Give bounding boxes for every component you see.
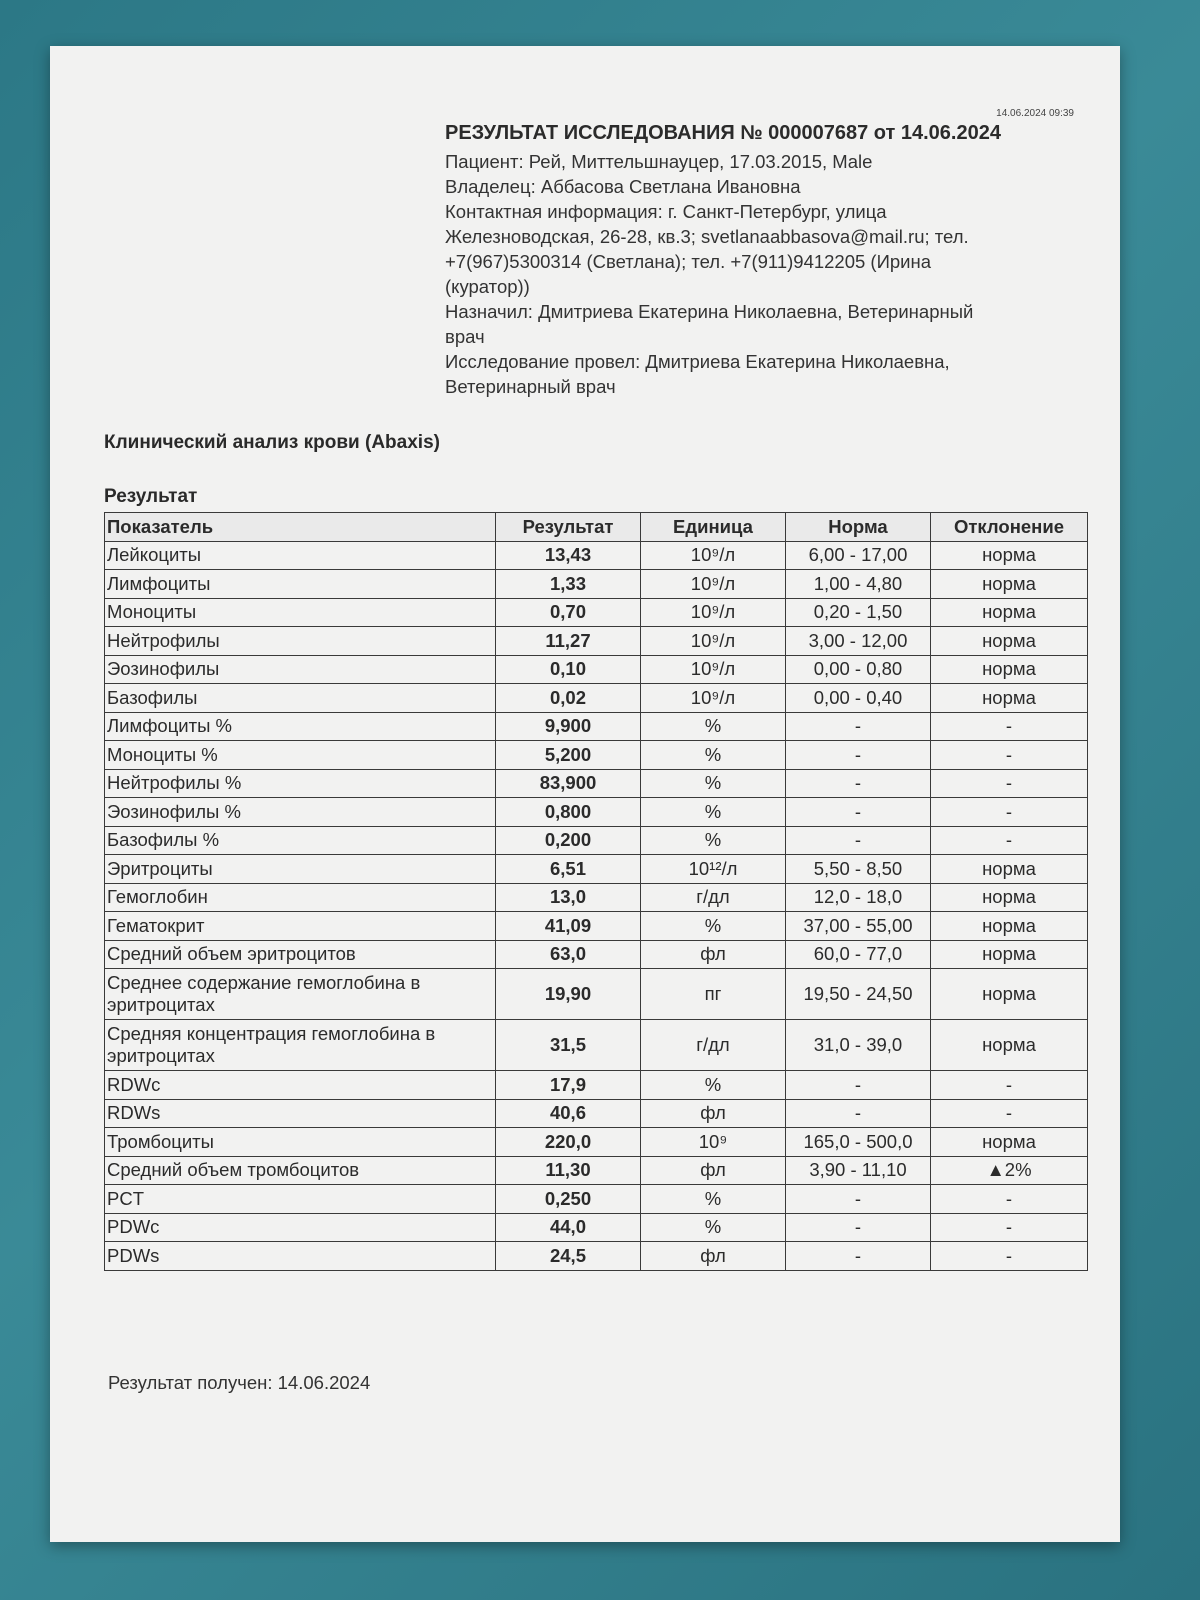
contact-line-4: (куратор)) bbox=[445, 276, 530, 297]
column-header-unit: Единица bbox=[641, 513, 786, 542]
cell-result: 0,70 bbox=[496, 598, 641, 627]
cell-parameter: Моноциты bbox=[105, 598, 496, 627]
cell-result: 1,33 bbox=[496, 570, 641, 599]
cell-parameter: Нейтрофилы % bbox=[105, 769, 496, 798]
cell-unit: 10⁹/л bbox=[641, 684, 786, 713]
cell-parameter: PDWs bbox=[105, 1242, 496, 1271]
cell-norm: - bbox=[786, 798, 931, 827]
cell-result: 6,51 bbox=[496, 855, 641, 884]
cell-result: 0,800 bbox=[496, 798, 641, 827]
cell-norm: 0,00 - 0,40 bbox=[786, 684, 931, 713]
table-row bbox=[105, 798, 1088, 827]
section-title: Клинический анализ крови (Abaxis) bbox=[104, 432, 440, 453]
cell-deviation: - bbox=[931, 712, 1088, 741]
cell-unit: фл bbox=[641, 940, 786, 969]
owner-line: Владелец: Аббасова Светлана Ивановна bbox=[445, 176, 801, 197]
table-row bbox=[105, 769, 1088, 798]
cell-parameter: Гематокрит bbox=[105, 912, 496, 941]
cell-deviation: ▲2% bbox=[931, 1156, 1088, 1185]
cell-deviation: норма bbox=[931, 1020, 1088, 1071]
cell-deviation: норма bbox=[931, 541, 1088, 570]
table-row bbox=[105, 1213, 1088, 1242]
cell-unit: г/дл bbox=[641, 1020, 786, 1071]
cell-norm: - bbox=[786, 741, 931, 770]
cell-deviation: - bbox=[931, 798, 1088, 827]
cell-result: 63,0 bbox=[496, 940, 641, 969]
cell-norm: 60,0 - 77,0 bbox=[786, 940, 931, 969]
cell-unit: % bbox=[641, 798, 786, 827]
cell-deviation: норма bbox=[931, 570, 1088, 599]
cell-parameter: Нейтрофилы bbox=[105, 627, 496, 656]
cell-deviation: норма bbox=[931, 655, 1088, 684]
table-row bbox=[105, 627, 1088, 656]
cell-parameter: Средняя концентрация гемоглобина в эритроцитах bbox=[105, 1020, 496, 1071]
cell-result: 13,43 bbox=[496, 541, 641, 570]
cell-result: 5,200 bbox=[496, 741, 641, 770]
cell-parameter: Средний объем эритроцитов bbox=[105, 940, 496, 969]
cell-parameter: RDWc bbox=[105, 1071, 496, 1100]
cell-parameter: Базофилы % bbox=[105, 826, 496, 855]
contact-line-2: Железноводская, 26-28, кв.3; svetlanaabbasova@mail.ru; тел. bbox=[445, 226, 969, 247]
cell-unit: % bbox=[641, 712, 786, 741]
cell-result: 24,5 bbox=[496, 1242, 641, 1271]
cell-norm: 0,00 - 0,80 bbox=[786, 655, 931, 684]
prescribed-line-2: врач bbox=[445, 326, 485, 347]
cell-parameter: RDWs bbox=[105, 1099, 496, 1128]
cell-unit: % bbox=[641, 826, 786, 855]
performed-line-2: Ветеринарный врач bbox=[445, 376, 616, 397]
cell-unit: 10⁹/л bbox=[641, 570, 786, 599]
table-row bbox=[105, 1185, 1088, 1214]
cell-unit: 10⁹/л bbox=[641, 598, 786, 627]
cell-deviation: - bbox=[931, 741, 1088, 770]
table-row bbox=[105, 1242, 1088, 1271]
cell-norm: 6,00 - 17,00 bbox=[786, 541, 931, 570]
cell-unit: 10⁹/л bbox=[641, 655, 786, 684]
cell-parameter: Гемоглобин bbox=[105, 883, 496, 912]
cell-deviation: норма bbox=[931, 627, 1088, 656]
cell-deviation: норма bbox=[931, 883, 1088, 912]
cell-parameter: Средний объем тромбоцитов bbox=[105, 1156, 496, 1185]
cell-deviation: - bbox=[931, 1242, 1088, 1271]
cell-norm: 12,0 - 18,0 bbox=[786, 883, 931, 912]
table-row bbox=[105, 741, 1088, 770]
cell-result: 11,27 bbox=[496, 627, 641, 656]
cell-result: 0,10 bbox=[496, 655, 641, 684]
result-label: Результат bbox=[104, 486, 198, 507]
cell-deviation: норма bbox=[931, 684, 1088, 713]
cell-result: 220,0 bbox=[496, 1128, 641, 1157]
cell-norm: - bbox=[786, 769, 931, 798]
cell-norm: - bbox=[786, 1185, 931, 1214]
cell-norm: 31,0 - 39,0 bbox=[786, 1020, 931, 1071]
cell-result: 40,6 bbox=[496, 1099, 641, 1128]
result-received-date: Результат получен: 14.06.2024 bbox=[108, 1372, 371, 1393]
cell-deviation: норма bbox=[931, 912, 1088, 941]
cell-parameter: Лимфоциты % bbox=[105, 712, 496, 741]
cell-deviation: - bbox=[931, 1213, 1088, 1242]
cell-deviation: норма bbox=[931, 940, 1088, 969]
performed-line-1: Исследование провел: Дмитриева Екатерина Николаевна, bbox=[445, 351, 950, 372]
results-body bbox=[105, 541, 1088, 1270]
cell-deviation: - bbox=[931, 769, 1088, 798]
table-row bbox=[105, 712, 1088, 741]
cell-result: 13,0 bbox=[496, 883, 641, 912]
cell-norm: 37,00 - 55,00 bbox=[786, 912, 931, 941]
cell-parameter: Лейкоциты bbox=[105, 541, 496, 570]
patient-line: Пациент: Рей, Миттельшнауцер, 17.03.2015, Male bbox=[445, 151, 873, 172]
cell-unit: % bbox=[641, 912, 786, 941]
cell-parameter: Среднее содержание гемоглобина в эритроцитах bbox=[105, 969, 496, 1020]
cell-norm: 3,90 - 11,10 bbox=[786, 1156, 931, 1185]
cell-norm: 5,50 - 8,50 bbox=[786, 855, 931, 884]
cell-unit: фл bbox=[641, 1156, 786, 1185]
cell-unit: 10⁹/л bbox=[641, 541, 786, 570]
cell-parameter: Эозинофилы bbox=[105, 655, 496, 684]
cell-norm: - bbox=[786, 712, 931, 741]
cell-norm: 0,20 - 1,50 bbox=[786, 598, 931, 627]
cell-result: 0,250 bbox=[496, 1185, 641, 1214]
cell-deviation: норма bbox=[931, 969, 1088, 1020]
cell-unit: пг bbox=[641, 969, 786, 1020]
table-row bbox=[105, 883, 1088, 912]
column-header-result: Результат bbox=[496, 513, 641, 542]
cell-deviation: - bbox=[931, 1185, 1088, 1214]
table-header-row bbox=[105, 513, 1088, 542]
cell-norm: - bbox=[786, 1213, 931, 1242]
cell-deviation: норма bbox=[931, 855, 1088, 884]
cell-unit: % bbox=[641, 741, 786, 770]
cell-deviation: - bbox=[931, 1099, 1088, 1128]
table-row bbox=[105, 1071, 1088, 1100]
cell-parameter: Тромбоциты bbox=[105, 1128, 496, 1157]
cell-norm: 3,00 - 12,00 bbox=[786, 627, 931, 656]
report-title: РЕЗУЛЬТАТ ИССЛЕДОВАНИЯ № 000007687 от 14.06.2024 bbox=[445, 122, 1001, 144]
table-row bbox=[105, 855, 1088, 884]
cell-deviation: - bbox=[931, 1071, 1088, 1100]
cell-result: 19,90 bbox=[496, 969, 641, 1020]
cell-deviation: норма bbox=[931, 598, 1088, 627]
cell-unit: фл bbox=[641, 1242, 786, 1271]
cell-result: 9,900 bbox=[496, 712, 641, 741]
paper-sheet bbox=[50, 46, 1120, 1542]
report-header bbox=[445, 122, 1065, 399]
table-row bbox=[105, 940, 1088, 969]
table-row bbox=[105, 1020, 1088, 1071]
prescribed-line-1: Назначил: Дмитриева Екатерина Николаевна, Ветеринарный bbox=[445, 301, 974, 322]
cell-unit: % bbox=[641, 769, 786, 798]
table-row bbox=[105, 541, 1088, 570]
cell-norm: - bbox=[786, 1071, 931, 1100]
results-table bbox=[104, 512, 1088, 1271]
cell-parameter: Эритроциты bbox=[105, 855, 496, 884]
column-header-norm: Норма bbox=[786, 513, 931, 542]
cell-deviation: норма bbox=[931, 1128, 1088, 1157]
cell-unit: % bbox=[641, 1213, 786, 1242]
cell-deviation: - bbox=[931, 826, 1088, 855]
cell-parameter: Лимфоциты bbox=[105, 570, 496, 599]
cell-norm: 165,0 - 500,0 bbox=[786, 1128, 931, 1157]
cell-result: 31,5 bbox=[496, 1020, 641, 1071]
cell-norm: 1,00 - 4,80 bbox=[786, 570, 931, 599]
cell-result: 83,900 bbox=[496, 769, 641, 798]
table-row bbox=[105, 570, 1088, 599]
cell-unit: 10⁹/л bbox=[641, 627, 786, 656]
cell-result: 0,02 bbox=[496, 684, 641, 713]
table-row bbox=[105, 969, 1088, 1020]
print-timestamp: 14.06.2024 09:39 bbox=[996, 108, 1074, 119]
table-row bbox=[105, 912, 1088, 941]
cell-parameter: PDWc bbox=[105, 1213, 496, 1242]
cell-unit: 10¹²/л bbox=[641, 855, 786, 884]
table-row bbox=[105, 1156, 1088, 1185]
cell-unit: фл bbox=[641, 1099, 786, 1128]
cell-norm: - bbox=[786, 1099, 931, 1128]
cell-result: 41,09 bbox=[496, 912, 641, 941]
cell-result: 44,0 bbox=[496, 1213, 641, 1242]
cell-result: 0,200 bbox=[496, 826, 641, 855]
cell-result: 17,9 bbox=[496, 1071, 641, 1100]
column-header-deviation: Отклонение bbox=[931, 513, 1088, 542]
cell-parameter: PCT bbox=[105, 1185, 496, 1214]
cell-norm: - bbox=[786, 1242, 931, 1271]
cell-norm: - bbox=[786, 826, 931, 855]
cell-unit: % bbox=[641, 1185, 786, 1214]
cell-unit: % bbox=[641, 1071, 786, 1100]
contact-line-3: +7(967)5300314 (Светлана); тел. +7(911)9412205 (Ирина bbox=[445, 251, 932, 272]
cell-norm: 19,50 - 24,50 bbox=[786, 969, 931, 1020]
cell-parameter: Эозинофилы % bbox=[105, 798, 496, 827]
cell-result: 11,30 bbox=[496, 1156, 641, 1185]
cell-parameter: Моноциты % bbox=[105, 741, 496, 770]
table-row bbox=[105, 684, 1088, 713]
table-row bbox=[105, 826, 1088, 855]
cell-unit: г/дл bbox=[641, 883, 786, 912]
table-row bbox=[105, 1099, 1088, 1128]
column-header-parameter: Показатель bbox=[105, 513, 496, 542]
table-row bbox=[105, 598, 1088, 627]
cell-unit: 10⁹ bbox=[641, 1128, 786, 1157]
table-row bbox=[105, 1128, 1088, 1157]
table-row bbox=[105, 655, 1088, 684]
contact-line-1: Контактная информация: г. Санкт-Петербург, улица bbox=[445, 201, 887, 222]
cell-parameter: Базофилы bbox=[105, 684, 496, 713]
